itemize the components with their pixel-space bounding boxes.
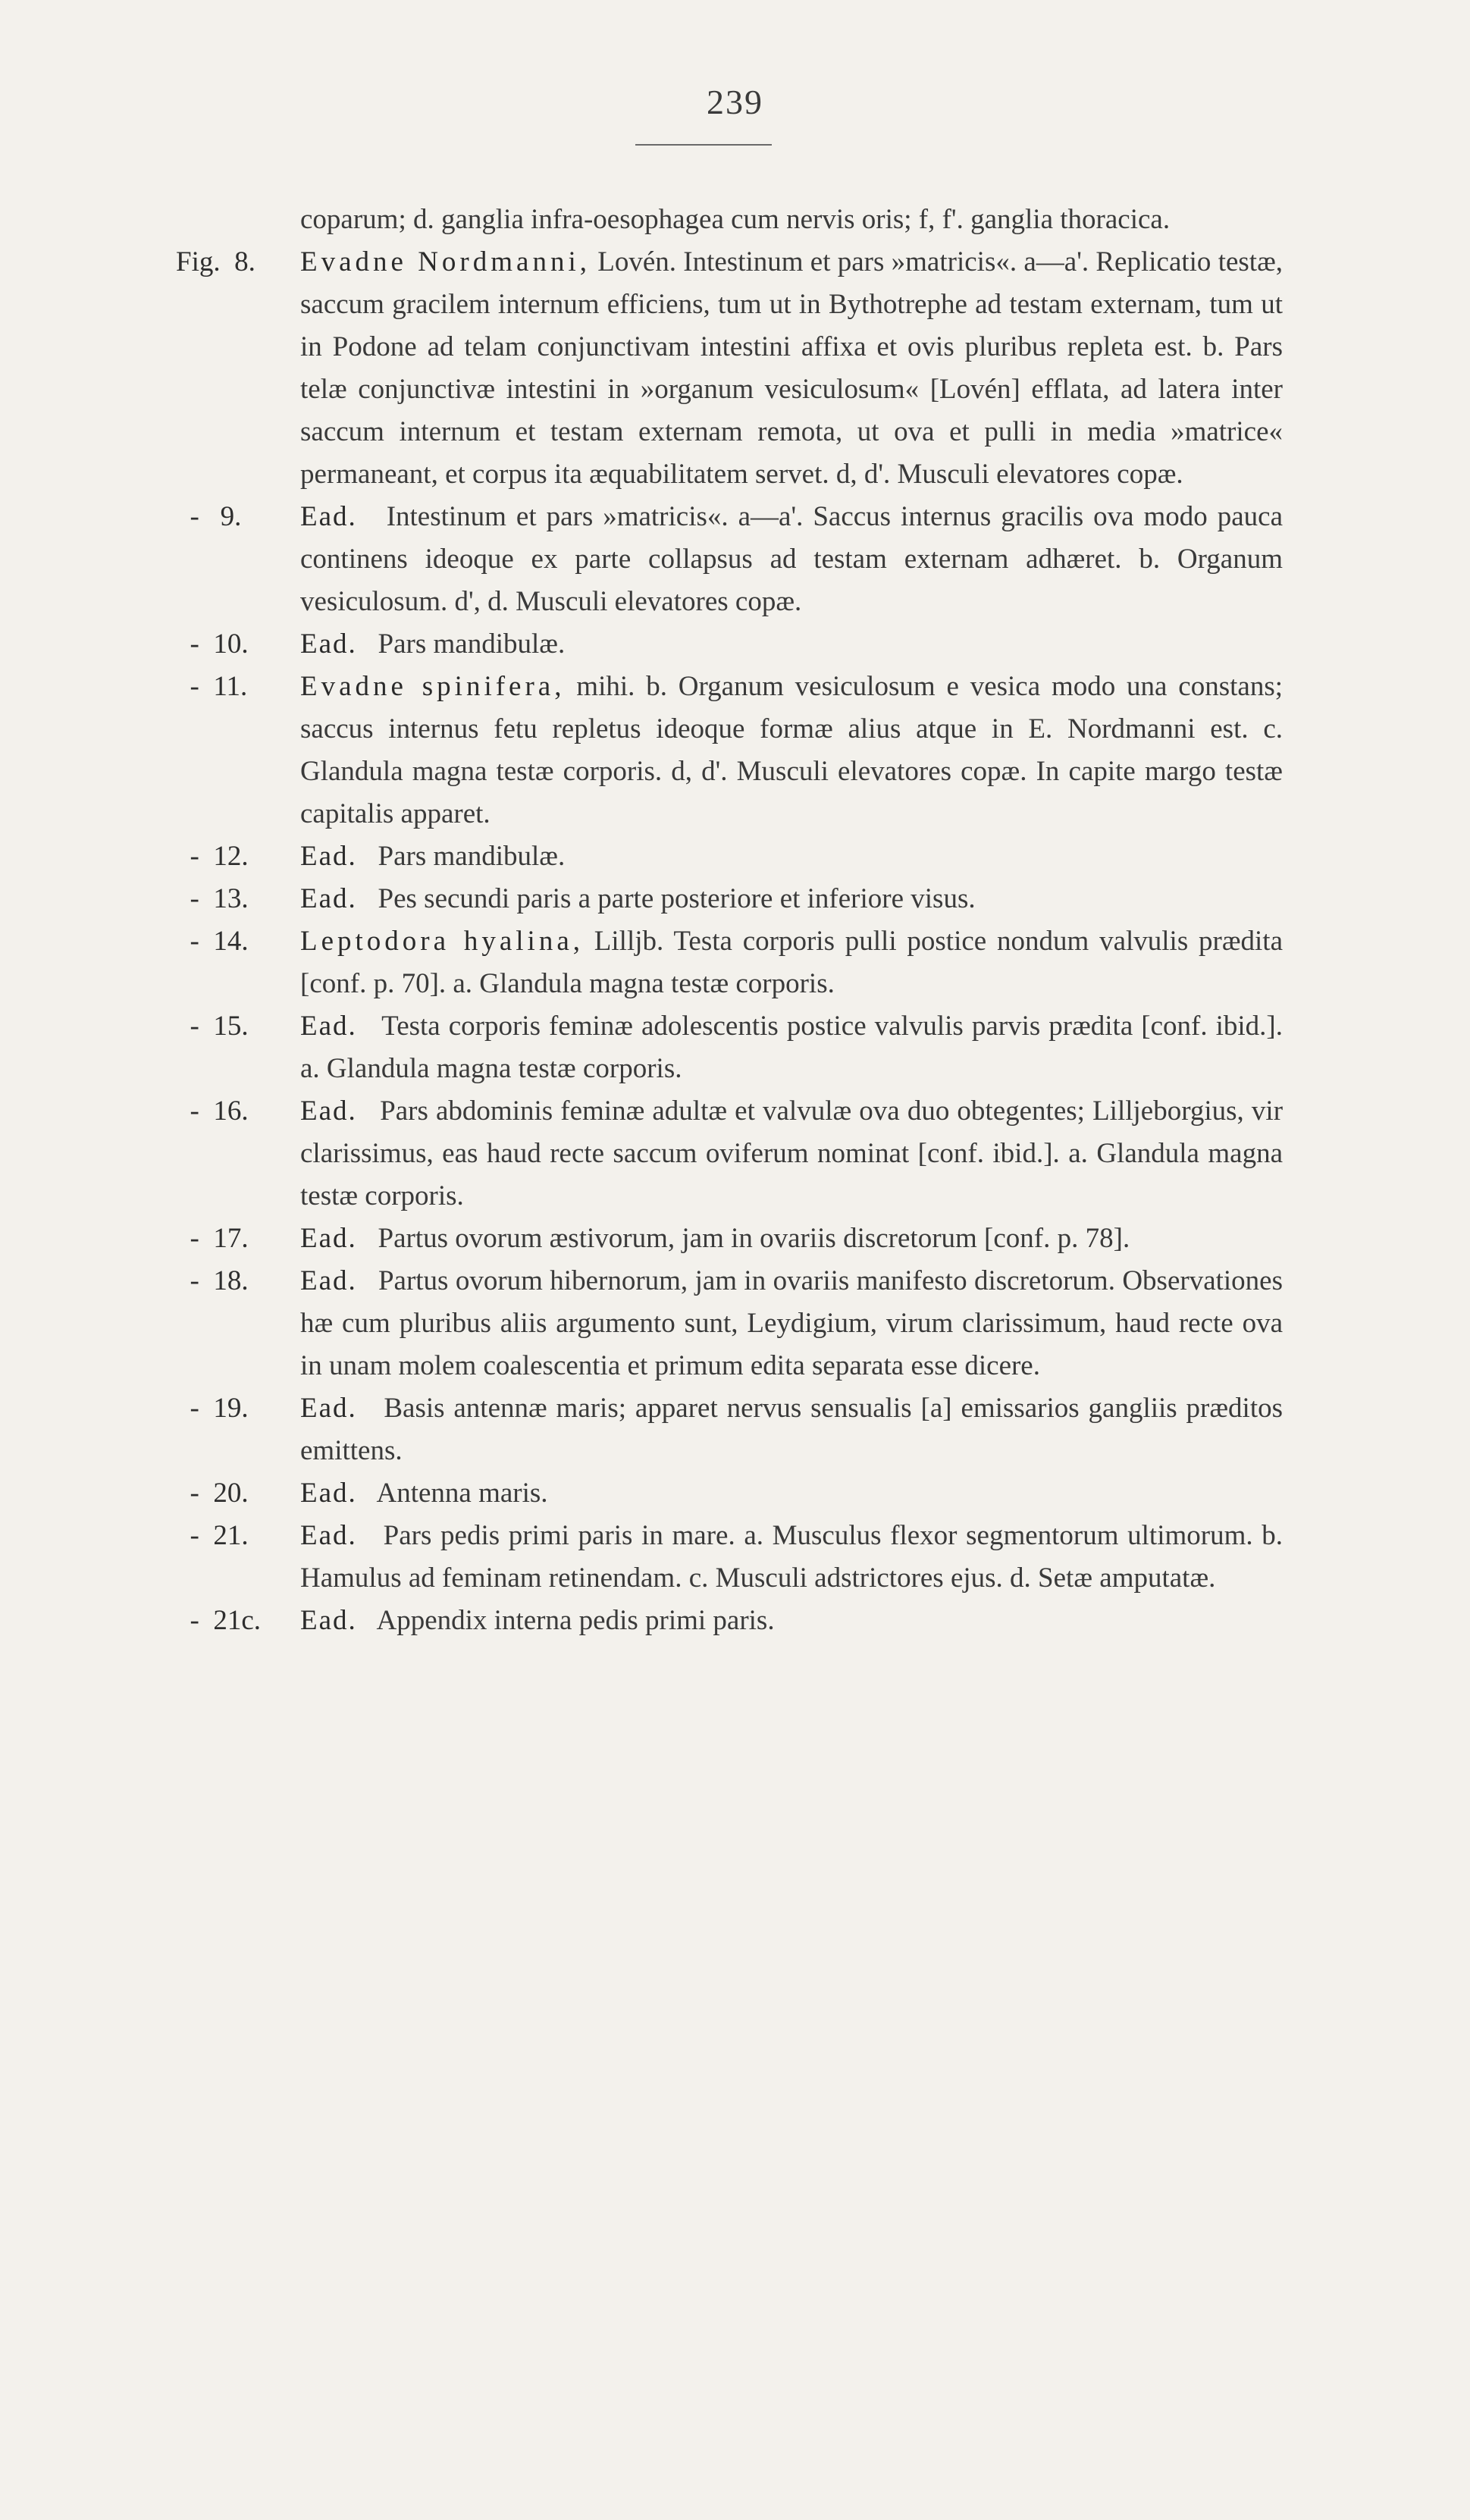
entry-text [300, 666, 1283, 835]
figure-legend-text [176, 199, 1283, 1642]
figure-label: - 21c. [176, 1605, 261, 1636]
legend-entry-fig-14 [176, 920, 1283, 1005]
legend-entry-fig-10 [176, 623, 1283, 666]
legend-entry-fig-11 [176, 666, 1283, 835]
entry-text [300, 623, 1283, 666]
entry-description: Pars mandibulæ. [378, 841, 566, 872]
species-name: Leptodora hyalina, [300, 926, 584, 957]
figure-label: - 17. [176, 1223, 249, 1254]
entry-description: Testa corporis feminæ adolescentis postice valvulis parvis prædita [conf. ibid.]. a. Glandula magna testæ corporis. [300, 1011, 1283, 1084]
figure-label: - 9. [176, 501, 242, 532]
entry-description: Partus ovorum hibernorum, jam in ovariis manifesto discretorum. Observationes hæ cum pluribus aliis argumento sunt, Leydigium, virum clarissimum, haud recte ova in unam molem coalescentia et primum edita separata esse dicere. [300, 1265, 1283, 1381]
species-name: Ead. [300, 628, 357, 660]
species-name: Ead. [300, 1011, 357, 1042]
species-name: Evadne spinifera, [300, 671, 566, 702]
species-name: Ead. [300, 1223, 357, 1254]
entry-description: Lilljb. Testa corporis pulli postice nondum valvulis prædita [conf. p. 70]. a. Glandula magna testæ corporis. [300, 926, 1284, 999]
entry-description: Partus ovorum æstivorum, jam in ovariis discretorum [conf. p. 78]. [378, 1223, 1130, 1254]
entry-text [300, 496, 1283, 623]
entry-description: Pars pedis primi paris in mare. a. Musculus flexor segmentorum ultimorum. b. Hamulus ad feminam retinendam. c. Musculi adstrictores ejus. d. Setæ amputatæ. [300, 1520, 1284, 1594]
legend-entry-fig-12 [176, 835, 1283, 878]
figure-label: - 12. [176, 841, 249, 872]
entry-description: Intestinum et pars »matricis«. a—a'. Saccus internus gracilis ova modo pauca continens ideoque ex parte collapsus ad testam externam adhæret. b. Organum vesiculosum. d', d. Musculi elevatores copæ. [300, 501, 1283, 617]
species-name: Ead. [300, 1478, 357, 1509]
figure-label: - 21. [176, 1520, 249, 1551]
entry-description: mihi. b. Organum vesiculosum e vesica modo una constans; saccus internus fetu repletus ideoque formæ alius atque in E. Nordmanni est. c. Glandula magna testæ corporis. d, d'. Musculi elevatores copæ. In capite margo testæ capitalis apparet. [300, 671, 1284, 829]
figure-label: - 11. [176, 671, 248, 702]
entry-description: Lovén. Intestinum et pars »matricis«. a—a'. Replicatio testæ, saccum gracilem internum efficiens, tum ut in Bythotrephe ad testam externam, tum ut in Podone ad telam conjunctivam intestini affixa et ovis pluribus repleta est. b. Pars telæ conjunctivæ intestini in »organum vesiculosum« [Lovén] efflata, ad latera inter saccum internum et testam externam remota, ut ova et pulli in media »matrice« permaneant, et corpus ita æquabilitatem servet. d, d'. Musculi elevatores copæ. [300, 246, 1283, 490]
entry-text [300, 1387, 1283, 1472]
page-number-rule [635, 144, 772, 146]
legend-entry-continuation [176, 199, 1283, 241]
entry-description: coparum; d. ganglia infra-oesophagea cum nervis oris; f, f'. ganglia thoracica. [300, 204, 1171, 235]
species-name: Ead. [300, 883, 357, 914]
species-name: Ead. [300, 501, 357, 532]
legend-entry-fig-15 [176, 1005, 1283, 1090]
figure-label: - 13. [176, 883, 249, 914]
entry-text [300, 835, 1283, 878]
legend-entry-fig-13 [176, 878, 1283, 920]
entry-description: Pes secundi paris a parte posteriore et inferiore visus. [378, 883, 976, 914]
entry-text [300, 1600, 1283, 1642]
species-name: Ead. [300, 1520, 357, 1551]
entry-description: Pars mandibulæ. [378, 628, 566, 660]
species-name: Ead. [300, 1605, 357, 1636]
figure-label: - 20. [176, 1478, 249, 1509]
entry-text [300, 1005, 1283, 1090]
entry-text [300, 1260, 1283, 1387]
entry-description: Appendix interna pedis primi paris. [376, 1605, 775, 1636]
entry-text [300, 878, 1283, 920]
legend-entry-fig-21c [176, 1600, 1283, 1642]
species-name: Ead. [300, 841, 357, 872]
legend-entry-fig-18 [176, 1260, 1283, 1387]
entry-text [300, 1515, 1283, 1600]
entry-text [300, 1218, 1283, 1260]
entry-description: Antenna maris. [376, 1478, 548, 1509]
entry-text [300, 199, 1283, 241]
figure-label: - 19. [176, 1393, 249, 1424]
legend-entry-fig-17 [176, 1218, 1283, 1260]
entry-text [300, 241, 1283, 496]
species-name: Ead. [300, 1393, 357, 1424]
figure-label: - 16. [176, 1095, 249, 1127]
legend-entry-fig-20 [176, 1472, 1283, 1515]
figure-label: - 18. [176, 1265, 249, 1296]
figure-label: - 10. [176, 628, 249, 660]
figure-label: Fig. 8. [176, 246, 255, 277]
entry-text [300, 1090, 1283, 1218]
species-name: Ead. [300, 1265, 357, 1296]
page-number: 239 [707, 83, 763, 121]
legend-entry-fig-8 [176, 241, 1283, 496]
figure-label: - 14. [176, 926, 249, 957]
legend-entry-fig-19 [176, 1387, 1283, 1472]
legend-entry-fig-9 [176, 496, 1283, 623]
entry-description: Basis antennæ maris; apparet nervus sensualis [a] emissarios gangliis præditos emittens. [300, 1393, 1283, 1466]
figure-label: - 15. [176, 1011, 249, 1042]
species-name: Evadne Nordmanni, [300, 246, 591, 277]
legend-entry-fig-16 [176, 1090, 1283, 1218]
entry-text [300, 1472, 1283, 1515]
species-name: Ead. [300, 1095, 357, 1127]
entry-text [300, 920, 1283, 1005]
entry-description: Pars abdominis feminæ adultæ et valvulæ ova duo obtegentes; Lilljeborgius, vir clarissimus, eas haud recte saccum oviferum nominat [conf. ibid.]. a. Glandula magna testæ corporis. [300, 1095, 1284, 1211]
legend-entry-fig-21 [176, 1515, 1283, 1600]
